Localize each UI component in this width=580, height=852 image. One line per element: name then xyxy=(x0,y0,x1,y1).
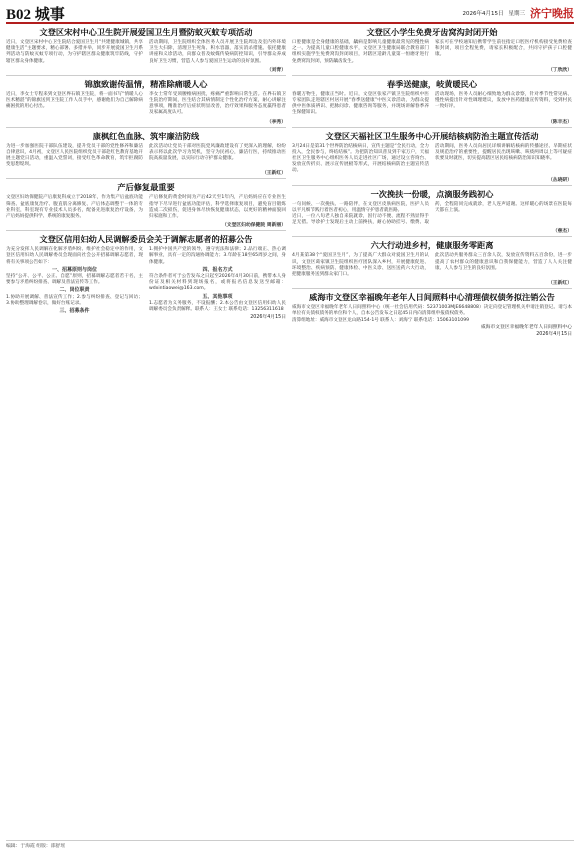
article-paragraph: 活动期间，卫生院组织全体医务人员开展卫生院周边及室内外环境卫生大扫除，清理卫生死角、积水容器，落实消杀措施。依托健康讲座和义诊活动，向群众普及蚊媒传染病防控知识，引导群众养成良好卫生习惯，营造人人参与爱国卫生运动的良好氛围。 xyxy=(149,40,286,64)
article-songcun xyxy=(6,27,286,76)
article-spring-health xyxy=(292,79,572,128)
article-paragraph: 3月24日是第31个世界防治结核病日，宣传主题是“全民行动，全力投入，全民参与，终结结核”。为把防治知识普及到千家万户，天福社区卫生服务中心组织医务人员走进社区广场，通过设立咨询台、发放宣传折页、展示宣传展板等形式，开展结核病防治主题宣传活动。 xyxy=(292,143,429,174)
article-paragraph: 近日，一位八旬老人独自来院就诊，因行动不便、流程不熟显得手足无措。导诊护士发现后主动上前搀扶，耐心协助挂号、缴费、取药，全程陪同完成就诊，老人连声道谢。这样暖心的场景在医院每天都在上演。 xyxy=(292,201,572,226)
article-title: 产后修复最重要 xyxy=(117,183,175,193)
article-paragraph: 此次活动让党员干部对医院党风廉政建设有了更深入的理解，纷纷表示将以此次学习为契机，坚守为民初心，廉洁行医，持续推动医院高质量发展，以实际行动守护群众健康。 xyxy=(149,143,286,162)
notice-body xyxy=(6,247,286,314)
article-jinqi xyxy=(6,79,286,128)
columns xyxy=(6,27,574,343)
article-title: 六大行动进乡村，健康服务零距离 xyxy=(370,241,494,251)
notice-cancellation xyxy=(292,292,572,340)
article-byline: （慈杰） xyxy=(552,229,572,235)
article-byline: （丛晓研） xyxy=(548,177,572,183)
article-title: 文登区宋村中心卫生院开展爱国卫生月暨防蚊灭蚊专项活动 xyxy=(39,28,253,37)
article-paragraph: 4月某第38个“爱国卫生月”，为了提高广大群众对爱国卫生月的认识，文登区葛家镇卫生院组织医疗团队深入乡村，开展健康促进、环境整治、疾病预防、健康体检、中医义诊、送医送药六大行动，把健康服务送到群众家门口。 xyxy=(292,253,429,278)
article-byline: （刘青） xyxy=(266,67,286,73)
article-paragraph: 近日，文登区宋村中心卫生院结合爱国卫生月“共建健康城镇，共享健康生活”主题要求，精心部署、多措并举，同步开展爱国卫生月系列活动与防蚊灭蚊专项行动，为守护辖区群众健康筑牢防线，守护辖区群众身体健康。 xyxy=(6,40,143,64)
article-paragraph: 李女士常年受颈腰椎病困扰，疼痛严重影响日常生活。在界石镇卫生院治疗期间，医生结合其病情制定个性化治疗方案，耐心讲解注意事项，精准治疗后症状明显改善，治疗效果和服务态度赢得患者及家属高度认可。 xyxy=(149,91,286,116)
page-footer xyxy=(6,840,574,850)
article-paragraph: 产后修复的黄金时间为产后42天至1年内，产后妈妈应在专业医生指导下尽早进行盆底功能评估，科学选择康复项目，避免盲目锻炼造成二次损伤，促进身体尽快恢复健康状态，以更好的精神面貌回归家庭和工作。 xyxy=(149,195,286,220)
article-body xyxy=(6,92,286,117)
article-body xyxy=(292,40,572,65)
issue-date: 2026年4月15日 xyxy=(462,11,504,17)
notice-paragraph: 清算组地址：威海市文登区龙山路154-1号 联系人：刘海宁 联系电话：15063101099 xyxy=(292,317,470,323)
article-body xyxy=(292,202,572,227)
article-six-actions xyxy=(292,240,572,289)
article-paragraph: 家长可在学校通知后携带学生前往指定口腔医疗机构接受免费检查和封闭，项目全程免费，请家长积极配合，共同守护孩子口腔健康。 xyxy=(435,40,572,58)
header-meta xyxy=(462,5,574,21)
article-dental-sealant xyxy=(292,27,572,76)
article-body xyxy=(292,253,572,278)
article-tb-prevention xyxy=(292,131,572,186)
article-paragraph: 此次活动共服务群众三百余人次，发放宣传资料五百余份，进一步提高了农村群众的健康意识和自我保健能力，营造了人人关注健康、人人参与卫生的良好氛围。 xyxy=(435,253,572,271)
article-body xyxy=(6,40,286,65)
article-paragraph: 为进一步加强医院干部队伍建设，提升党员干部的党性修养和廉洁自律意识，4月初，文登区人民医院组织党员干部赴红色教育基地开展主题党日活动，重温入党誓词，接受红色革命教育，筑牢拒腐防变思想堤坝。 xyxy=(6,143,143,168)
article-title: 锦旗致谢传温情，精准除痛暖人心 xyxy=(84,79,208,89)
article-paragraph: 春暖万物生，健康正当时。近日，文登区张家产镇卫生院组织中医专家团队走进辖区村居开展“春季送健康”中医义诊活动，为群众提供中医体质辨识、把脉问诊、健康咨询等服务，并现场讲解春季养生保健知识。 xyxy=(292,91,429,116)
article-paragraph: 近日，李女士专程来到文登区界石镇卫生院，将一面书写“情暖人心医术精湛”的锦旗送到卫生院工作人员手中，感谢他们为自己解除病痛困扰的用心付出。 xyxy=(6,91,143,110)
article-paragraph: 文登区妇幼保健院产后康复科成立于2018年，作为集产后盆底功能筛查、盆底康复治疗、腹直肌分离修复、产后体态调整于一体的专业科室，科室现有专业技术人员多名，配备先进康复治疗设备，为产后妈妈提供科学、系统的康复服务。 xyxy=(6,195,143,220)
article-red-education xyxy=(6,131,286,180)
article-byline: （陈丰杰） xyxy=(548,119,572,125)
notice-signature-org: 威海市文登区幸福晚年老年人日间照料中心 xyxy=(480,324,572,330)
notice-intro: 为充分发挥人民调解在化解矛盾纠纷、维护社会稳定中的作用，文登区信用妇幼人民调解委员会现面向社会公开招募调解志愿者，现将有关事项公告如下： xyxy=(6,247,143,265)
article-title: 康枫红色血脉、筑牢廉洁防线 xyxy=(92,131,200,141)
article-paragraph: 口腔健康是全身健康的基础，龋病是影响儿童健康最常见的慢性病之一。为提高儿童口腔健康水平，文登区卫生健康局联合教育部门组织实施学生免费窝沟封闭项目，对辖区适龄儿童第一恒磨牙进行免费窝沟封闭，预防龋齿发生。 xyxy=(292,40,429,64)
article-paragraph: 活动现场，医务人员耐心细致地为群众诊察，针对季节性常见病、慢性病提出针对性调理建议，发放中医药健康宣传资料，受到村民一致好评。 xyxy=(435,91,572,110)
notice-body xyxy=(292,305,572,324)
article-body xyxy=(6,195,286,220)
section-title: B02 城事 xyxy=(6,6,65,23)
article-paragraph: 一句问候、一次挽扶、一路陪伴，在文登区皮肤病医院，医护人员以平凡细节践行着医者初心，用温情守护患者就医路。 xyxy=(292,201,429,213)
notice-section-head: 四、报名方式 xyxy=(202,266,233,273)
issue-weekday: 星期三 xyxy=(508,11,525,17)
section-title-group xyxy=(6,3,65,24)
notice-signature-date: 2026年4月15日 xyxy=(536,332,572,338)
notice-section-text: 1.拥护中国共产党的领导，遵守宪法和法律；2.品行端正、热心调解事业，具有一定的沟通协调能力；3.年龄在18至65周岁之间，身体健康。 xyxy=(149,247,286,265)
article-postpartum xyxy=(6,182,286,231)
article-warm-service xyxy=(292,189,572,238)
notice-section-text: 符合条件者可于公告发布之日起至2026年4月30日前，携带本人身份证及相关材料到现场报名，或将报名信息发送至邮箱：wdxintiaowei@163.com。 xyxy=(149,274,286,292)
notice-title: 文登区信用妇幼人民调解委员会关于调解志愿者的招募公告 xyxy=(39,235,253,245)
article-title: 文登区天福社区卫生服务中心开展结核病防治主题宣传活动 xyxy=(325,131,539,141)
article-body xyxy=(292,144,572,175)
notice-section-head: 二、岗位职责 xyxy=(59,287,90,294)
notice-section-text: 1.志愿者为义务服务，不设报酬；2.本公告由文登区信用妇幼人民调解委员会负责解释。联系人：王女士 联系电话：13256311618 xyxy=(149,300,286,313)
notice-section-head: 一、招募原则与岗位 xyxy=(51,266,97,273)
article-body xyxy=(292,92,572,117)
article-byline: （王新红） xyxy=(262,171,286,177)
article-paragraph: 活动期间，医务人员向居民详细讲解结核病的传播途径、早期症状及规范治疗的重要性，提醒居民出现咳嗽、咳痰两周以上等可疑症状要及时就医，切实提高辖区居民结核病防治知识知晓率。 xyxy=(435,143,572,162)
page-header xyxy=(6,4,574,24)
notice-mediation-recruit xyxy=(6,234,286,323)
article-byline: （李秀） xyxy=(266,119,286,125)
notice-paragraph: 威海市文登区幸福晚年老年人日间照料中心（统一社会信用代码：52371003MJE6648808）决定向登记管理机关申请注销登记。请与本单位有关债权债务的单位和个人，自本公告发布之日起45日内向清算组申报债权债务。 xyxy=(292,305,572,317)
article-byline: （王新红） xyxy=(548,281,572,287)
article-title: 春季送健康，岐黄暖民心 xyxy=(386,79,478,89)
notice-title: 威海市文登区幸福晚年老年人日间照料中心清理债权债务拟注销公告 xyxy=(309,293,555,303)
article-byline: （丁欣欣） xyxy=(548,67,572,73)
left-column xyxy=(6,27,286,343)
notice-section-head: 五、其他事项 xyxy=(202,293,233,300)
article-title: 一次挽扶一份暖，点滴服务践初心 xyxy=(370,189,494,199)
notice-date: 2026年4月15日 xyxy=(250,315,286,321)
notice-section-text: 坚持“公开、公平、公正、自愿”原则，招募调解志愿者若干名，主要参与矛盾纠纷排查、调解及普法宣传等工作。 xyxy=(6,274,143,286)
article-body xyxy=(6,144,286,169)
article-title: 文登区小学生免费牙齿窝沟封闭开始 xyxy=(366,28,498,37)
notice-section-text: 1.协助开展调解、普法宣传工作；2.参与纠纷排查、登记与回访；3.协助整理调解卷宗，做好台账记录。 xyxy=(6,294,143,306)
right-column xyxy=(292,27,572,343)
editor-credit: 编辑：于海霞 组版：邵舒瑶 xyxy=(6,844,66,849)
brand-logo: 济宁晚报 xyxy=(530,8,574,20)
article-byline: （文登区妇幼保健院 周新丽） xyxy=(221,223,286,229)
notice-section-head: 三、招募条件 xyxy=(59,308,90,315)
